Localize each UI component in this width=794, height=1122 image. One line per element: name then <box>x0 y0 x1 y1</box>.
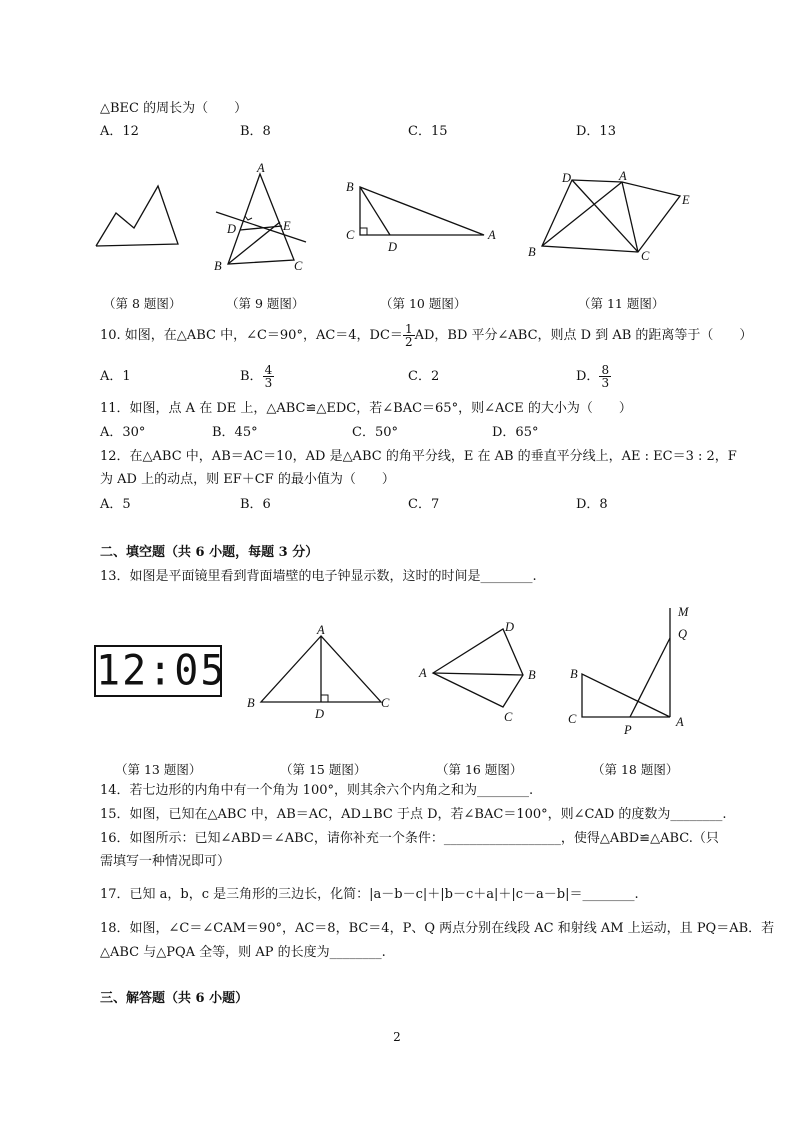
q18-line2: △ABC 与△PQA 全等，则 AP 的长度为________. <box>100 945 386 960</box>
f11-label-d: D <box>562 171 572 185</box>
f18-label-b: B <box>570 667 578 681</box>
q10-option-d-label: D． <box>576 369 600 384</box>
f15-label-c: C <box>381 696 390 710</box>
q9-option-c: C．15 <box>408 124 448 139</box>
q10-option-d-num: 8 <box>601 363 610 377</box>
caption-fig15: （第 15 题图） <box>280 762 367 777</box>
q11-option-a: A．30° <box>100 425 146 440</box>
caption-fig18: （第 18 题图） <box>592 762 679 777</box>
q10-option-b-den: 3 <box>264 376 273 390</box>
q11: 11．如图，点 A 在 DE 上，△ABC≌△EDC，若∠BAC＝65°，则∠ACE 的大小为（ ） <box>100 401 632 416</box>
q12-option-a: A．5 <box>100 497 131 512</box>
caption-fig13: （第 13 题图） <box>115 762 202 777</box>
q16-line2: 需填写一种情况即可） <box>100 854 231 869</box>
f10-label-a: A <box>488 228 496 242</box>
figure-18 <box>560 600 700 740</box>
q10-option-b-label: B． <box>240 369 263 384</box>
q10-option-b <box>240 358 274 396</box>
q11-option-c: C．50° <box>352 425 398 440</box>
q10-option-d-den: 3 <box>601 376 610 390</box>
caption-fig9: （第 9 题图） <box>226 296 305 311</box>
f9-label-d: D <box>227 222 237 236</box>
f16-label-d: D <box>505 620 515 634</box>
figure-9 <box>210 160 320 275</box>
f16-label-a: A <box>419 666 427 680</box>
f11-label-c: C <box>641 249 650 263</box>
q10-option-a: A．1 <box>100 369 131 384</box>
figure-16 <box>415 615 550 730</box>
q10-fraction <box>403 323 415 348</box>
f18-label-c: C <box>568 712 577 726</box>
page-number: 2 <box>393 1030 401 1044</box>
f9-label-a: A <box>257 161 265 175</box>
f18-label-a: A <box>676 715 684 729</box>
caption-fig11: （第 11 题图） <box>578 296 665 311</box>
f18-label-q: Q <box>678 627 688 641</box>
f9-label-b: B <box>214 259 222 273</box>
q10-frac-num: 1 <box>404 322 413 336</box>
q12-option-d: D．8 <box>576 497 608 512</box>
q10-pre: 10. 如图，在△ABC 中，∠C＝90°，AC＝4，DC＝ <box>100 328 403 343</box>
f9-label-e: E <box>283 219 291 233</box>
f15-label-a: A <box>317 623 325 637</box>
q14: 14．若七边形的内角中有一个角为 100°，则其余六个内角之和为________. <box>100 783 534 798</box>
figure-15 <box>245 620 395 720</box>
q17: 17．已知 a，b，c 是三角形的三边长，化简：|a－b－c|＋|b－c＋a|＋|c－a－b|＝________. <box>100 887 639 902</box>
q12-option-b: B．6 <box>240 497 271 512</box>
f9-label-c: C <box>294 259 303 273</box>
section-2-heading: 二、填空题（共 6 小题，每题 3 分） <box>100 545 319 560</box>
q10-option-c: C．2 <box>408 369 440 384</box>
f15-label-b: B <box>247 696 255 710</box>
clock-digits: 12:05 <box>96 646 227 696</box>
caption-fig16: （第 16 题图） <box>436 762 523 777</box>
q13: 13．如图是平面镜里看到背面墙壁的电子钟显示数，这时的时间是________. <box>100 569 537 584</box>
caption-fig8: （第 8 题图） <box>103 296 182 311</box>
q9-tail: △BEC 的周长为（ ） <box>100 101 248 116</box>
figure-10 <box>340 175 500 255</box>
f11-label-a: A <box>619 169 627 183</box>
f15-label-d: D <box>315 707 325 721</box>
q9-option-a: A．12 <box>100 124 139 139</box>
f11-label-b: B <box>528 245 536 259</box>
f16-label-c: C <box>504 710 513 724</box>
q12-option-c: C．7 <box>408 497 440 512</box>
f18-label-p: P <box>624 723 632 737</box>
q10-option-b-num: 4 <box>264 363 273 377</box>
q9-option-d: D．13 <box>576 124 616 139</box>
q10 <box>100 323 752 349</box>
q10-post: AD，BD 平分∠ABC，则点 D 到 AB 的距离等于（ ） <box>414 328 753 343</box>
q10-option-d <box>576 358 611 396</box>
f10-label-b: B <box>346 180 354 194</box>
clock-display <box>94 645 227 697</box>
figure-8 <box>90 180 185 250</box>
section-3-heading: 三、解答题（共 6 小题） <box>100 991 249 1006</box>
q12-line2: 为 AD 上的动点，则 EF＋CF 的最小值为（ ） <box>100 472 395 487</box>
q12-line1: 12．在△ABC 中，AB＝AC＝10，AD 是△ABC 的角平分线，E 在 AB 的垂直平分线上，AE : EC＝3 : 2，F <box>100 449 737 464</box>
q10-frac-den: 2 <box>404 335 413 349</box>
q9-option-b: B．8 <box>240 124 271 139</box>
q16-line1: 16．如图所示：已知∠ABD＝∠ABC，请你补充一个条件：__________________，使得△ABD≌△ABC.（只 <box>100 831 719 846</box>
f10-label-d: D <box>388 240 398 254</box>
q11-option-b: B．45° <box>212 425 258 440</box>
f11-label-e: E <box>682 193 690 207</box>
figure-11 <box>520 168 700 268</box>
f10-label-c: C <box>346 228 355 242</box>
caption-fig10: （第 10 题图） <box>380 296 467 311</box>
q11-option-d: D．65° <box>492 425 539 440</box>
f16-label-b: B <box>528 668 536 682</box>
q18-line1: 18．如图，∠C＝∠CAM＝90°，AC＝8，BC＝4，P、Q 两点分别在线段 AC 和射线 AM 上运动，且 PQ＝AB．若 <box>100 921 775 936</box>
q15: 15．如图，已知在△ABC 中，AB＝AC，AD⊥BC 于点 D，若∠BAC＝100°，则∠CAD 的度数为________. <box>100 807 727 822</box>
f18-label-m: M <box>678 605 689 619</box>
